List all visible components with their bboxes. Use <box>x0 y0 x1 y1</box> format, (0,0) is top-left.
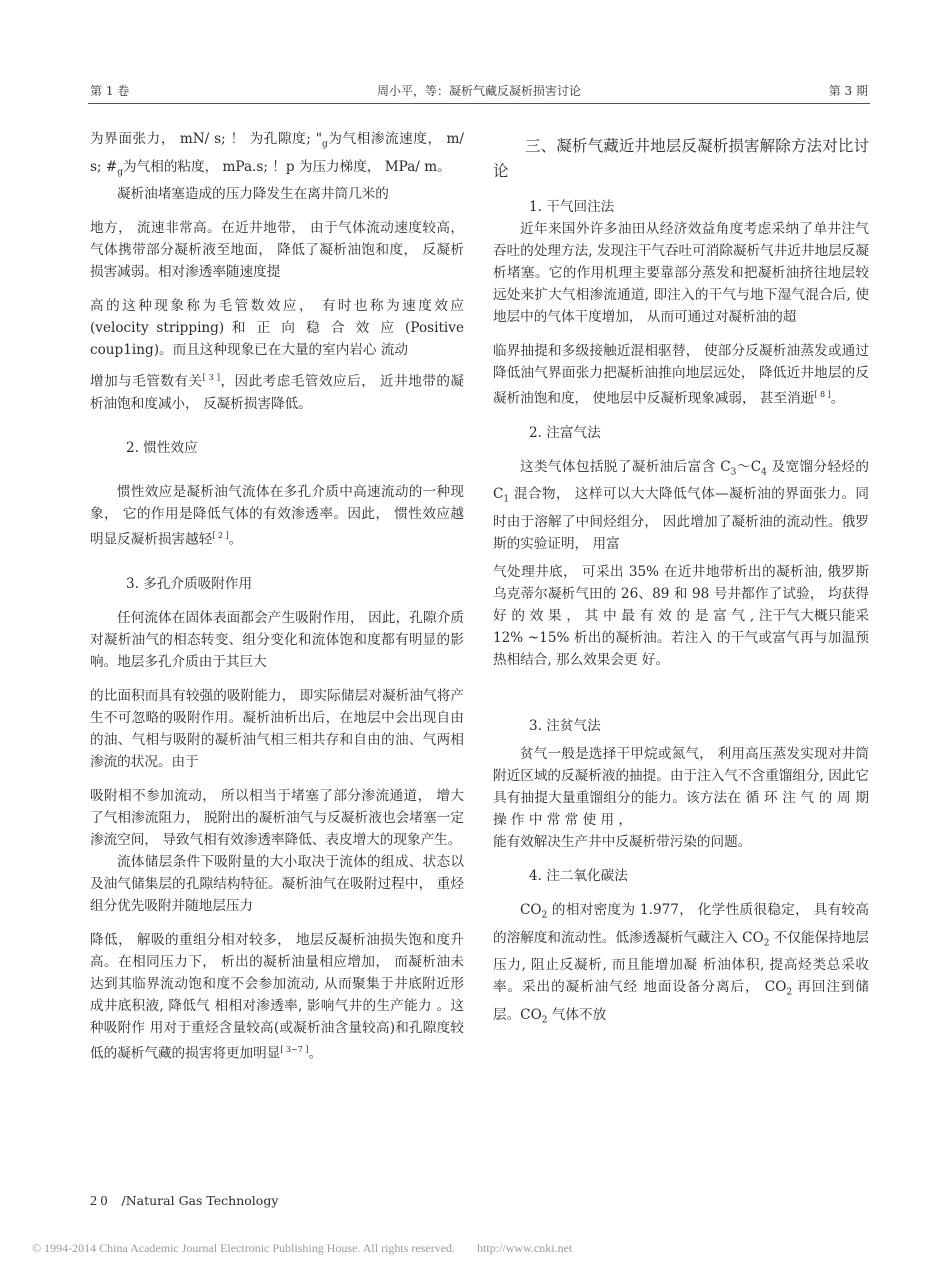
header-title: 周小平，等：凝析气藏反凝析损害讨论 <box>376 84 581 98</box>
subsection-heading: 3. 多孔介质吸附作用 <box>126 575 253 592</box>
left-column <box>90 128 464 1064</box>
volume-label: 第 1 卷 <box>90 84 130 98</box>
cnki-link[interactable]: http://www.cnki.net <box>477 1241 573 1255</box>
subsection-heading: 1. 干气回注法 <box>529 199 615 215</box>
paragraph: 任何流体在固体表面都会产生吸附作用， 因此，孔隙介质对凝析油气的相态转变、组分变化和流体饱和度都有明显的影响。地层多孔介质由于其巨大 <box>90 609 464 670</box>
paragraph: 为界面张力， mN/ s; ！ 为孔隙度; "$_g$为气相渗流速度， m/ s; $\#_g$为气相的粘度， mPa.s; ！p 为压力梯度， MPa/ m。 <box>90 131 464 178</box>
paragraph: 吸附相不参加流动， 所以相当于堵塞了部分渗流通道， 增大了气相渗流阻力， 脱附出的凝析油气与反凝析液也会堵塞一定渗流空间， 导致气相有效渗透率降低、表皮增大的现象产生。 <box>90 787 464 848</box>
page-number: 2 0 <box>90 1194 108 1209</box>
section-heading: 三、凝析气藏近井地层反凝析损害解除方法对比讨论 <box>493 137 869 180</box>
paragraph: 高的这种现象称为毛管数效应， 有时也称为速度效应 (velocity stripping) 和 正 向 稳 合 效 应 (Positive coup1ing)。而且这种现象已在大量的室内岩心 流动 <box>90 298 464 359</box>
paragraph: 增加与毛管数有关[ 3 ]，因此考虑毛管效应后， 近井地带的凝析油饱和度减小， 反凝析损害降低。 <box>90 373 465 412</box>
paragraph: 能有效解决生产井中反凝析带污染的问题。 <box>493 833 752 850</box>
copyright-text: © 1994-2014 China Academic Journal Electronic Publishing House. All rights reserved. <box>32 1241 456 1255</box>
paragraph: 贫气一般是选择干甲烷或氮气， 利用高压蒸发实现对井筒附近区域的反凝析液的抽提。由于注入气不含重馏组分, 因此它具有抽提大量重馏组分的能力。该方法在 循 环 注 气 的 周 期 操 作 中 常 常 使 用 ， <box>493 745 869 828</box>
subsection-heading: 2. 注富气法 <box>529 424 601 441</box>
subsection-heading: 3. 注贫气法 <box>529 717 601 734</box>
subsection-heading: 4. 注二氧化碳法 <box>529 867 628 884</box>
header-rule <box>88 103 870 104</box>
page-footer <box>90 1193 278 1210</box>
issue-label: 第 3 期 <box>828 84 868 98</box>
running-header <box>90 82 868 100</box>
paragraph: 近年来国外许多油田从经济效益角度考虑采纳了单井注气吞吐的处理方法, 发现注干气吞吐可消除凝析气井近井地层反凝析堵塞。它的作用机理主要靠部分蒸发和把凝析油挤往地层较远处来扩大气相渗流通道, 即注入的干气与地下湿气混合后, 使 地层中的气体干度增加， 从而可通过对凝析油的超 <box>493 221 869 325</box>
paragraph: 流体储层条件下吸附量的大小取决于流体的组成、状态以及油气储集层的孔隙结构特征。凝析油气在吸附过程中， 重烃组分优先吸附并随地层压力 <box>90 853 464 914</box>
paragraph: $CO_2$ 的相对密度为 1.977， 化学性质很稳定， 具有较高的溶解度和流动性。低渗透凝析气藏注入 $CO_2$ 不仅能保持地层压力, 阻止反凝析, 而且能增加凝 析油体积, 提高烃类总采收率。采出的凝析油气经 地面设备分离后， $CO_2$ 再回注到储层。$CO_2$ 气体不放 <box>493 901 870 1026</box>
paragraph: 的比面积而具有较强的吸附能力， 即实际储层对凝析油气将产生不可忽略的吸附作用。凝析油析出后，在地层中会出现自由的油、气相与吸附的凝析油气相三相共存和自由的油、气两相渗流的状况。由于 <box>90 687 464 770</box>
paragraph: 地方， 流速非常高。在近井地带， 由于气体流动速度较高， 气体携带部分凝析液至地面， 降低了凝析油饱和度， 反凝析损害减弱。相对渗透率随速度提 <box>90 220 464 281</box>
paragraph: 凝析油堵塞造成的压力降发生在离井筒几米的 <box>117 186 389 203</box>
copyright-line <box>32 1241 572 1256</box>
paragraph: 降低， 解吸的重组分相对较多， 地层反凝析油损失饱和度升高。在相同压力下， 析出的凝析油量相应增加， 而凝析油未达到其临界流动饱和度不会参加流动, 从而聚集于井底附近形成井底积液, 降低气 相相对渗透率, 影响气井的生产能力 。这种吸附作 用对于重烃含量较高(或凝析油含量较高)和孔隙度较低的凝析气藏的损害将更加明显[ 3~7 ]。 <box>90 931 464 1062</box>
paragraph: 惯性效应是凝析油气流体在多孔介质中高速流动的一种现象， 它的作用是降低气体的有效渗透率。因此， 惯性效应越明显反凝析损害越轻[ 2 ]。 <box>90 483 464 548</box>
paragraph: 临界抽提和多级接触近混相驱替， 使部分反凝析油蒸发或通过降低油气界面张力把凝析油推向地层远处， 降低近井地层的反凝析油饱和度， 使地层中反凝析现象减弱， 甚至消逝[ 8 ]。 <box>493 343 869 407</box>
journal-name: /Natural Gas Technology <box>121 1193 279 1208</box>
paragraph: 气处理井底， 可采出 35% 在近井地带析出的凝析油, 俄罗斯乌克蒂尔凝析气田的 26、89 和 98 号井都作了试验， 均获得 好 的 效 果 ， 其 中 最 有 效 的 是 富 气 , 注干气大概只能采 12% ~15% 析出的凝析油。若注入 的干气或富气再与加温预热相结合, 那么效果会更 好。 <box>493 563 869 668</box>
paragraph: 这类气体包括脱了凝析油后富含 $C_3\sim C_4$ 及宽馏分轻烃的 $C_1$ 混合物， 这样可以大大降低气体—凝析油的界面张力。同时由于溶解了中间烃组分， 因此增加了凝析油的流动性。俄罗斯的实验证明， 用富 <box>493 458 869 552</box>
subsection-heading: 2. 惯性效应 <box>126 439 198 456</box>
right-column <box>493 128 869 1032</box>
